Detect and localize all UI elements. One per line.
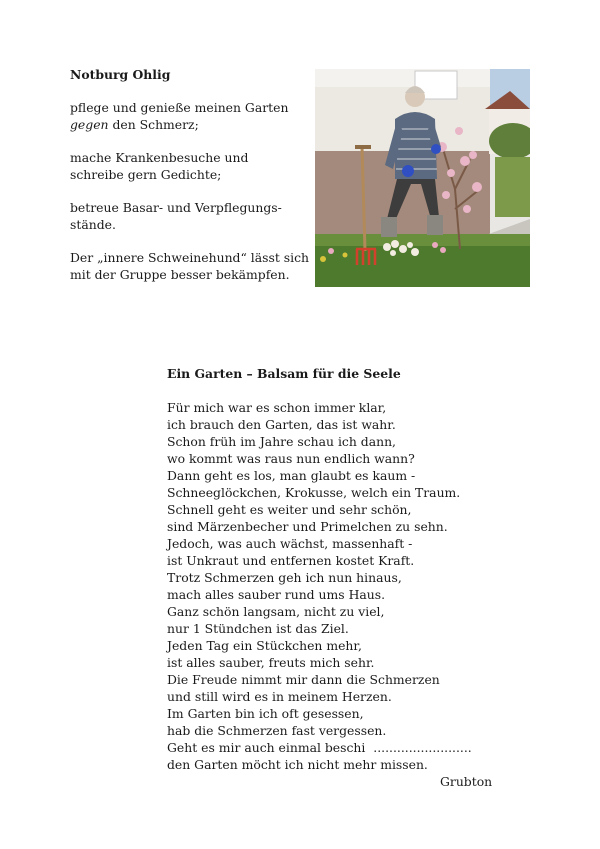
intro-line: mache Krankenbesuche und xyxy=(70,150,249,165)
poem-line: den Garten möcht ich nicht mehr missen. xyxy=(167,757,428,772)
poem-line: Schneeglöckchen, Krokusse, welch ein Traum. xyxy=(167,485,461,500)
poem-line: Dann geht es los, man glaubt es kaum - xyxy=(167,468,416,483)
poem-line: hab die Schmerzen fast vergessen. xyxy=(167,723,387,738)
intro-emphasis: gegen xyxy=(70,117,109,132)
poem-line: nur 1 Stündchen ist das Ziel. xyxy=(167,621,349,636)
intro-paragraph-visits xyxy=(70,149,310,183)
intro-paragraph-bazaar xyxy=(70,199,310,233)
garden-photo xyxy=(315,69,530,287)
poem-line: Jeden Tag ein Stückchen mehr, xyxy=(167,638,362,653)
poem-line: Schnell geht es weiter und sehr schön, xyxy=(167,502,412,517)
poem-line: wo kommt was raus nun endlich wann? xyxy=(167,451,415,466)
poem-line: Trotz Schmerzen geh ich nun hinaus, xyxy=(167,570,402,585)
author-name: Notburg Ohlig xyxy=(70,67,171,82)
poem-line: und still wird es in meinem Herzen. xyxy=(167,689,392,704)
poem-line: mach alles sauber rund ums Haus. xyxy=(167,587,386,602)
intro-line: stände. xyxy=(70,217,116,232)
poem-line: Für mich war es schon immer klar, xyxy=(167,400,387,415)
intro-paragraph-garden xyxy=(70,99,310,133)
poem-line: Jedoch, was auch wächst, massenhaft - xyxy=(167,536,413,551)
intro-text xyxy=(70,66,310,299)
poem-line: Die Freude nimmt mir dann die Schmerzen xyxy=(167,672,440,687)
poem-line: ist alles sauber, freuts mich sehr. xyxy=(167,655,375,670)
poem xyxy=(167,365,497,773)
poem-author: Grubton xyxy=(440,774,493,789)
poem-title: Ein Garten – Balsam für die Seele xyxy=(167,366,401,381)
intro-line: pflege und genieße meinen Garten xyxy=(70,100,289,115)
intro-line: den Schmerz; xyxy=(108,117,199,132)
poem-line-text: Geht es mir auch einmal beschi xyxy=(167,740,366,755)
intro-line: betreue Basar- und Verpflegungs- xyxy=(70,200,282,215)
ellipsis-dots: ......................... xyxy=(373,740,472,755)
poem-line-ellipsis xyxy=(167,739,497,756)
poem-line: ist Unkraut und entfernen kostet Kraft. xyxy=(167,553,415,568)
intro-line: Der „innere Schweinehund“ lässt sich xyxy=(70,250,309,265)
poem-line: sind Märzenbecher und Primelchen zu sehn. xyxy=(167,519,448,534)
intro-line: mit der Gruppe besser bekämpfen. xyxy=(70,267,290,282)
poem-line: Im Garten bin ich oft gesessen, xyxy=(167,706,364,721)
poem-line: Ganz schön langsam, nicht zu viel, xyxy=(167,604,385,619)
intro-paragraph-group xyxy=(70,249,310,283)
poem-line: Schon früh im Jahre schau ich dann, xyxy=(167,434,396,449)
intro-line: schreibe gern Gedichte; xyxy=(70,167,222,182)
poem-line: ich brauch den Garten, das ist wahr. xyxy=(167,417,396,432)
